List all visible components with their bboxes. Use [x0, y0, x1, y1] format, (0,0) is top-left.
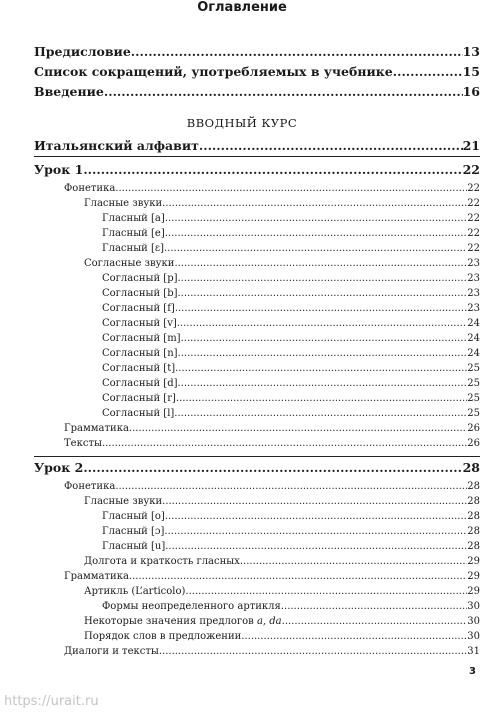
- toc-subentry[interactable]: [102, 272, 480, 285]
- toc-leader: [165, 510, 467, 523]
- toc-entry-label: Диалоги и тексты: [64, 646, 159, 657]
- toc-entry-page: 28: [462, 460, 480, 475]
- toc-leader: [181, 332, 468, 345]
- toc-entry-page: 28: [467, 541, 480, 552]
- toc-leader: [185, 585, 467, 598]
- toc-leader: [104, 84, 463, 100]
- toc-leader: [162, 197, 467, 210]
- toc-entry-introduction[interactable]: [34, 84, 480, 100]
- toc-entry-label: Урок 2: [34, 460, 84, 475]
- toc-entry-label: Гласный [e]: [102, 228, 165, 239]
- toc-entry-label: Согласный [t]: [102, 363, 176, 374]
- toc-subentry[interactable]: [84, 495, 480, 508]
- toc-entry-page: 24: [467, 333, 480, 344]
- toc-entry-page: 26: [467, 423, 480, 434]
- toc-leader: [393, 64, 463, 80]
- toc-entry-label: Грамматика: [64, 423, 129, 434]
- toc-leader: [165, 540, 467, 553]
- toc-entry-label-italic: a, da: [256, 616, 282, 627]
- toc-entry-page: 22: [467, 198, 480, 209]
- toc-entry-label: Предисловие: [34, 44, 131, 59]
- toc-entry-page: 25: [467, 408, 480, 419]
- toc-entry-page: 22: [467, 183, 480, 194]
- toc-subentry[interactable]: [102, 525, 480, 538]
- toc-entry-label: Итальянский алфавит: [34, 138, 199, 153]
- toc-leader: [175, 362, 467, 375]
- toc-leader: [83, 162, 462, 178]
- toc-entry-alphabet[interactable]: [34, 138, 480, 154]
- toc-entry-label-text: Некоторые значения предлогов: [84, 616, 254, 627]
- toc-subentry[interactable]: [102, 377, 480, 390]
- toc-entry-page: 25: [467, 393, 480, 404]
- toc-entry-page: 22: [467, 213, 480, 224]
- toc-leader: [115, 182, 467, 195]
- toc-entry-page: 16: [462, 84, 480, 99]
- toc-subentry[interactable]: [102, 510, 480, 523]
- toc-leader: [159, 645, 467, 658]
- toc-subentry[interactable]: [102, 600, 480, 613]
- toc-entry-label: Тексты: [64, 438, 102, 449]
- toc-subentry[interactable]: [102, 302, 480, 315]
- toc-leader: [102, 437, 467, 450]
- toc-entry-page: 22: [467, 228, 480, 239]
- toc-entry-page: 29: [467, 571, 480, 582]
- toc-entry-page: 23: [467, 273, 480, 284]
- toc-subentry[interactable]: [64, 570, 480, 583]
- toc-leader: [164, 525, 467, 538]
- toc-subentry[interactable]: [102, 407, 480, 420]
- toc-leader: [178, 377, 468, 390]
- toc-subentry[interactable]: [84, 630, 480, 643]
- toc-subentry[interactable]: [102, 392, 480, 405]
- toc-leader: [178, 287, 468, 300]
- toc-entry-page: 21: [462, 138, 480, 153]
- section-heading: ВВОДНЫЙ КУРС: [186, 116, 298, 130]
- toc-entry-label: Фонетика: [64, 183, 116, 194]
- toc-entry-page: 28: [467, 526, 480, 537]
- toc-entry-page: 22: [462, 162, 480, 177]
- toc-entry-page: 23: [467, 288, 480, 299]
- toc-leader: [129, 422, 467, 435]
- toc-entry-label: Согласный [v]: [102, 318, 177, 329]
- page-title: Оглавление: [197, 0, 287, 15]
- toc-subentry[interactable]: [102, 347, 480, 360]
- toc-entry-page: 15: [462, 64, 480, 79]
- toc-leader: [199, 138, 463, 154]
- toc-entry-page: 23: [467, 258, 480, 269]
- toc-subentry[interactable]: [102, 362, 480, 375]
- toc-entry-label: Гласный [o]: [102, 511, 165, 522]
- toc-entry-label: Грамматика: [64, 571, 129, 582]
- toc-entry-label: [84, 615, 282, 628]
- toc-entry-label: Долгота и краткость гласных: [84, 556, 240, 567]
- toc-subentry[interactable]: [64, 645, 480, 658]
- toc-leader: [131, 44, 463, 60]
- toc-subentry[interactable]: [102, 287, 480, 300]
- toc-entry-page: 25: [467, 363, 480, 374]
- toc-entry-label: Согласный [d]: [102, 378, 178, 389]
- toc-leader: [164, 242, 467, 255]
- toc-leader: [241, 630, 467, 643]
- toc-entry-page: 28: [467, 511, 480, 522]
- toc-leader: [178, 272, 468, 285]
- toc-entry-label: Порядок слов в предложении: [84, 631, 242, 642]
- toc-entry-label: Введение: [34, 84, 104, 99]
- toc-leader: [282, 615, 468, 628]
- toc-entry-label: Согласный [l]: [102, 408, 175, 419]
- toc-leader: [175, 302, 467, 315]
- toc-entry-page: 28: [467, 496, 480, 507]
- toc-entry-label: Согласные звуки: [84, 258, 175, 269]
- divider: [34, 456, 480, 457]
- toc-entry-label: Согласный [f]: [102, 303, 175, 314]
- toc-leader: [115, 480, 467, 493]
- toc-leader: [129, 570, 467, 583]
- toc-lesson-1[interactable]: [34, 162, 480, 178]
- toc-subentry[interactable]: [102, 317, 480, 330]
- toc-subentry[interactable]: [102, 227, 480, 240]
- toc-entry-label: Артикль (L’articolo): [84, 586, 186, 597]
- toc-entry-label: Список сокращений, употребляемых в учебнике: [34, 64, 393, 79]
- toc-entry-page: 29: [467, 556, 480, 567]
- toc-entry-page: 24: [467, 348, 480, 359]
- toc-entry-label: Согласный [b]: [102, 288, 178, 299]
- toc-entry-page: 25: [467, 378, 480, 389]
- toc-leader: [165, 212, 467, 225]
- toc-subentry[interactable]: [102, 212, 480, 225]
- toc-entry-page: 26: [467, 438, 480, 449]
- toc-entry-page: 30: [467, 631, 480, 642]
- toc-entry-page: 29: [467, 586, 480, 597]
- toc-leader: [174, 257, 467, 270]
- toc-entry-label: Формы неопределенного артикля: [102, 601, 281, 612]
- toc-leader: [240, 555, 467, 568]
- toc-subentry[interactable]: [84, 615, 480, 628]
- site-watermark: https://urait.ru: [4, 694, 99, 709]
- toc-subentry[interactable]: [64, 422, 480, 435]
- toc-leader: [176, 392, 467, 405]
- toc-entry-label: Гласный [a]: [102, 213, 165, 224]
- toc-entry-page: 13: [462, 44, 480, 59]
- toc-leader: [165, 227, 468, 240]
- toc-leader: [162, 495, 467, 508]
- toc-entry-label: Гласный [ɔ]: [102, 526, 165, 537]
- toc-subentry[interactable]: [102, 540, 480, 553]
- toc-leader: [178, 347, 468, 360]
- toc-entry-label: Согласный [m]: [102, 333, 181, 344]
- toc-entry-abbreviations[interactable]: [34, 64, 480, 80]
- toc-entry-label: Гласный [u]: [102, 541, 166, 552]
- toc-subentry[interactable]: [84, 585, 480, 598]
- toc-subentry[interactable]: [64, 480, 480, 493]
- toc-entry-preface[interactable]: [34, 44, 480, 60]
- toc-leader: [177, 317, 468, 330]
- toc-entry-page: 24: [467, 318, 480, 329]
- toc-subentry[interactable]: [64, 182, 480, 195]
- divider: [34, 156, 480, 157]
- toc-entry-page: 22: [467, 243, 480, 254]
- toc-leader: [281, 600, 467, 613]
- toc-entry-page: 31: [467, 646, 480, 657]
- toc-entry-label: Согласный [r]: [102, 393, 176, 404]
- toc-entry-label: Урок 1: [34, 162, 84, 177]
- toc-leader: [83, 460, 462, 476]
- toc-entry-label: Гласный [ɛ]: [102, 243, 164, 254]
- toc-entry-page: 30: [467, 601, 480, 612]
- toc-entry-label: Гласные звуки: [84, 496, 163, 507]
- toc-entry-label: Гласные звуки: [84, 198, 163, 209]
- toc-subentry[interactable]: [64, 437, 480, 450]
- toc-subentry[interactable]: [84, 257, 480, 270]
- toc-subentry[interactable]: [84, 555, 480, 568]
- toc-entry-label: Согласный [p]: [102, 273, 178, 284]
- toc-entry-label: Согласный [n]: [102, 348, 178, 359]
- toc-entry-label: Фонетика: [64, 481, 116, 492]
- toc-subentry[interactable]: [102, 242, 480, 255]
- toc-entry-page: 23: [467, 303, 480, 314]
- toc-subentry[interactable]: [84, 197, 480, 210]
- toc-lesson-2[interactable]: [34, 460, 480, 476]
- toc-subentry[interactable]: [102, 332, 480, 345]
- toc-entry-page: 28: [467, 481, 480, 492]
- page-number: 3: [469, 666, 476, 677]
- toc-entry-page: 30: [467, 616, 480, 627]
- toc-leader: [174, 407, 467, 420]
